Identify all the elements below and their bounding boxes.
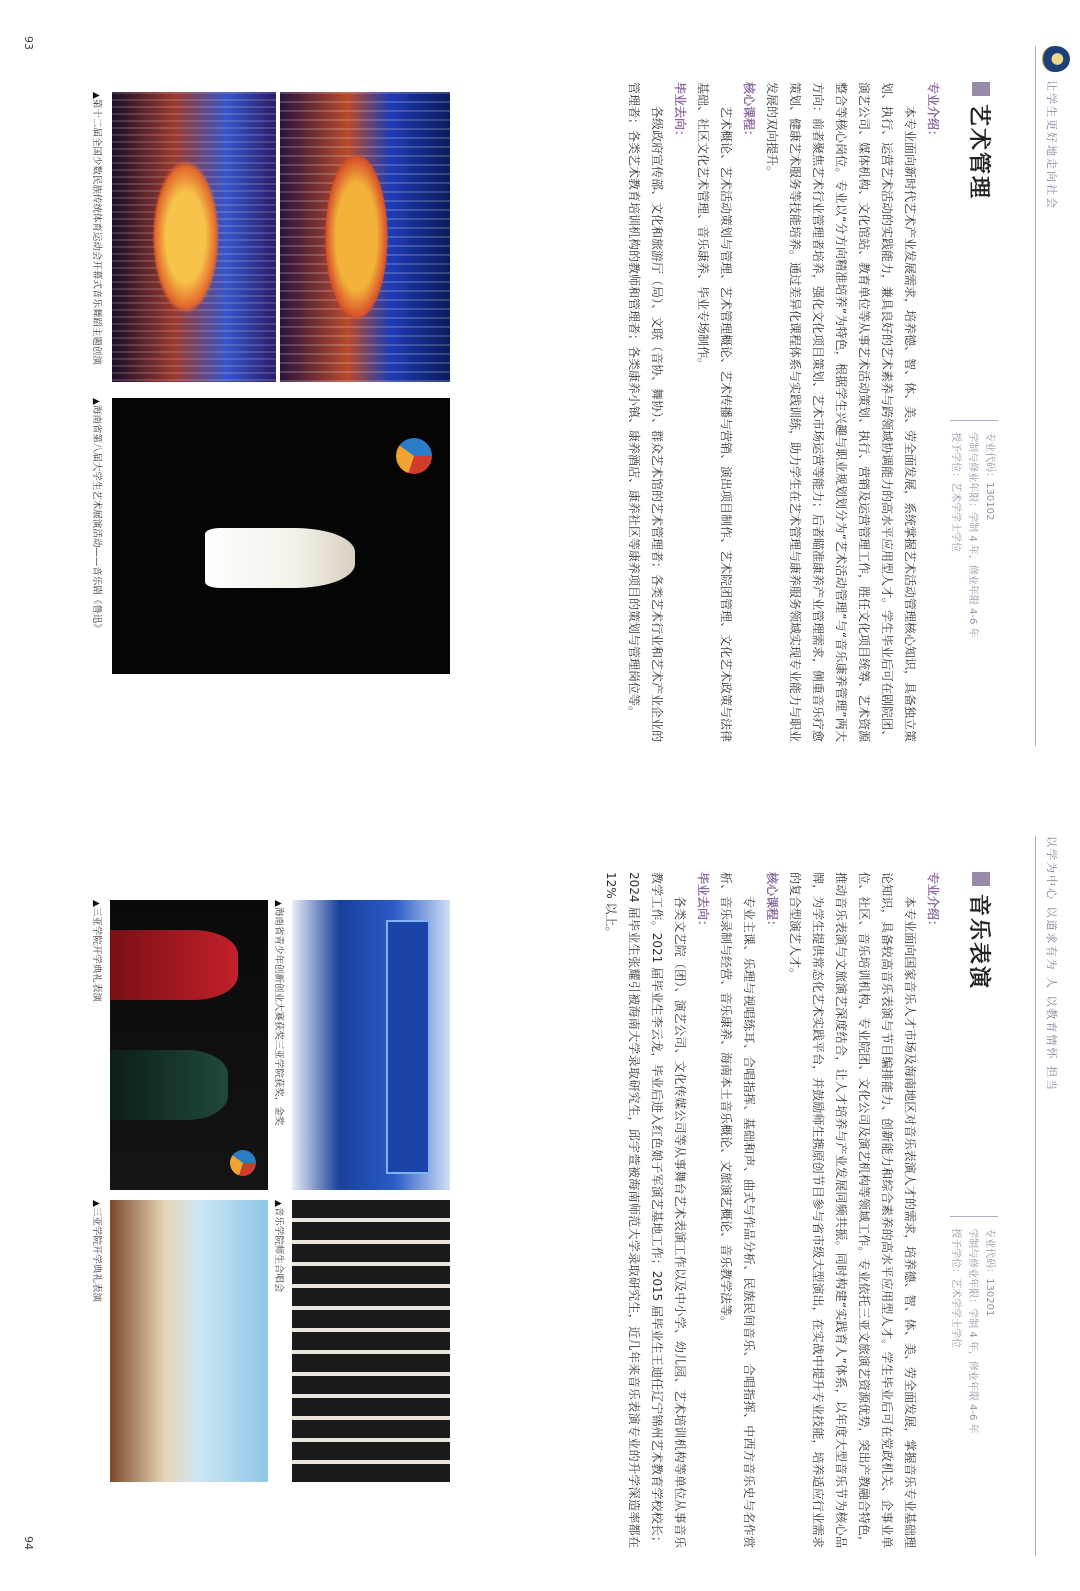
intro-label: 专业介绍： bbox=[926, 82, 940, 143]
core-courses-text: 艺术概论、艺术活动策划与管理、艺术管理概论、艺术传播与营销、演出项目制作、艺术院团管理、文化艺术政策与法律基础、社区文化艺术管理、音乐康养、毕业专场制作。 bbox=[696, 82, 733, 743]
intro-label: 专业介绍： bbox=[926, 872, 940, 933]
photo-caption: ▲ 三亚学院开学典礼表演 bbox=[91, 900, 105, 1002]
career-label: 毕业去向： bbox=[673, 82, 687, 143]
festival-logo-icon bbox=[396, 438, 432, 474]
degree-awarded: 授予学位：艺术学学士学位 bbox=[950, 432, 961, 553]
header-motto: 以学为中心 以道求有为 人 以教育情怀 担当 bbox=[1045, 836, 1058, 1092]
performer-figure bbox=[205, 528, 355, 588]
career-text: 各类文艺院（团）、演艺公司、文化传媒公司等从事舞台艺术表演工作以及中小学、幼儿园、艺术培训机构等单位从事音乐教学工作。2021 届毕业生李云龙，毕业后进入红色娘子军演艺基地工作；2015 届毕业生王迪任辽宁锦州艺术教育学校校长；2024 届毕业生张耀引被海南大学录取研究生，邱宇萱被海南师范大学录取研究生，近几年来音乐表演专业的升学深造率都在 12% 以上。 bbox=[604, 872, 687, 1548]
degree-awarded: 授予学位：艺术学学士学位 bbox=[950, 1228, 961, 1349]
photo-caption: ▲ 音乐学院师生合唱会 bbox=[273, 1200, 287, 1292]
photo-caption: ▲ 海南省青少年创新创业大赛获奖三亚学院获奖，金奖 bbox=[273, 900, 287, 1125]
major-title: 艺术管理 bbox=[966, 104, 991, 201]
intro-text: 本专业面向新时代艺术产业发展需求，培养德、智、体、美、劳全面发展，系统掌握艺术活动管理核心知识，具备独立策划、执行、运营艺术活动的实践能力，兼具良好的艺术素养与跨领域协调能力的高水平应用型人才。学生毕业后可在剧院团、演艺公司、媒体机构、文化馆站、教育单位等从事艺术活动策划、执行、营销及运营管理工作，胜任文化项目统筹、艺术资源整合等核心岗位。专业以“分方向精准培养”为特色，根据学生兴趣与职业规划划分为“艺术活动管理”与“音乐康养管理”两大方向：前者聚焦艺术行业管理者培养，强化文化项目策划、艺术市场运营等能力；后者瞄准康养产业管理需求，侧重音乐疗愈策划、健康艺术服务等技能培养。通过差异化课程体系与实践训练，助力学生在艺术管理与康养服务领域实现专业能力与职业发展的双向提升。 bbox=[765, 82, 917, 743]
title-marker bbox=[972, 82, 990, 96]
page-94 bbox=[0, 796, 1080, 1591]
stadium-performance-photo bbox=[280, 92, 450, 382]
core-courses-label: 核心课程： bbox=[742, 82, 756, 143]
choir-photo bbox=[292, 1200, 450, 1482]
photo-caption: ▲ 海南省第八届大学生艺术展演活动——音乐剧《鲁迅》 bbox=[91, 398, 105, 633]
career-label: 毕业去向： bbox=[696, 872, 710, 933]
major-code: 专业代码：130201 bbox=[984, 1228, 995, 1317]
major-meta bbox=[947, 420, 998, 638]
header-rule bbox=[1035, 46, 1036, 746]
study-duration: 学制与修业年限：学制 4 年，修业年限 4-6 年 bbox=[967, 1228, 978, 1434]
intro-text: 本专业面向国家音乐人才市场及海南地区对音乐表演人才的需求，培养德、智、体、美、劳全面发展，掌握音乐专业基础理论知识，具备较高音乐表演与节目编排能力、创新能力和综合素养的高水平应用型人才。学生毕业后可在党政机关、企事业单位、社区、音乐培训机构、专业院团、文化公司及演艺机构等领域工作。专业依托三亚文旅演艺资源优势，突出产教融合特色，推动音乐表演与文旅演艺深度结合，让人才培养与产业发展同频共振。同时构建“实践育人”体系，以年度大型音乐节为核心品牌，为学生提供常态化艺术实践平台，并鼓励师生携原创节目参与省市级大型演出，在实战中提升专业技能，培养适应行业需求的复合型演艺人才。 bbox=[788, 872, 917, 1548]
outdoor-performance-photo bbox=[110, 1200, 268, 1482]
major-title: 音乐表演 bbox=[966, 894, 991, 991]
study-duration: 学制与修业年限：学制 4 年，修业年限 4-6 年 bbox=[967, 432, 978, 638]
header-rule bbox=[1035, 836, 1036, 1556]
title-marker bbox=[972, 872, 990, 886]
university-crest-icon bbox=[1042, 46, 1070, 72]
core-courses-text: 专业主课、乐理与视唱练耳、合唱指挥、基础和声、曲式与作品分析、民族民间音乐、合唱指挥、中西方音乐史与名作赏析、音乐录制与经营、音乐康养、海南本土音乐概论、文旅演艺概论、音乐教学法等。 bbox=[719, 872, 756, 1548]
page-number: 94 bbox=[22, 1536, 35, 1550]
major-code: 专业代码：130102 bbox=[984, 432, 995, 521]
event-banner bbox=[386, 920, 430, 1174]
page-93 bbox=[0, 0, 1080, 795]
musical-stage-photo bbox=[112, 398, 450, 674]
performer-red-costume bbox=[110, 930, 238, 1000]
photo-caption: ▲ 第十二届全国少数民族传统体育运动会开幕式音乐舞蹈主题创演 bbox=[91, 92, 105, 365]
career-text: 各级政府宣传部、文化和旅游厅（局）、文联（音协、舞协）、群众艺术馆的艺术管理者；各类艺术行业和艺术产业企业的管理者；各类艺术教育培训机构的教师和管理者；各类康养小镇、康养酒店、康养社区等康养项目的策划与管理岗位等。 bbox=[627, 82, 664, 743]
header-motto: 让学生更好地走向社会 bbox=[1045, 80, 1058, 210]
performer-green-costume bbox=[110, 1050, 228, 1120]
major-meta bbox=[947, 1216, 998, 1434]
major-body bbox=[599, 872, 944, 1548]
major-body bbox=[622, 82, 944, 742]
photo-caption: ▲ 三亚学院开学典礼表演 bbox=[91, 1200, 105, 1302]
page-number: 93 bbox=[22, 36, 35, 50]
festival-logo-icon bbox=[230, 1150, 256, 1176]
costume-performance-photo bbox=[110, 900, 268, 1190]
award-ceremony-photo bbox=[292, 900, 450, 1190]
core-courses-label: 核心课程： bbox=[765, 872, 779, 933]
stadium-performance-photo-2 bbox=[112, 92, 276, 382]
